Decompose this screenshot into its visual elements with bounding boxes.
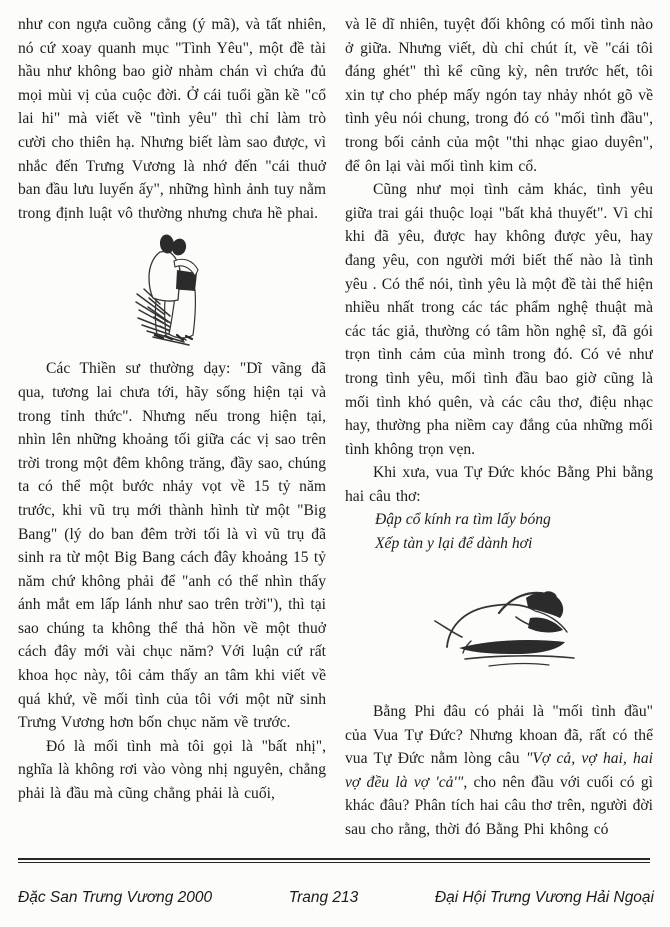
verse-couplet	[375, 508, 653, 556]
right-text-column	[345, 13, 653, 861]
paragraph-bat-nhi: Đó là mối tình mà tôi gọi là "bất nhị", nghĩa là không rơi vào vòng nhị nguyên, chẳng phải là đầu mà cũng chẳng phải là cuối,	[18, 737, 326, 803]
person-weeping-sketch-icon	[431, 585, 601, 675]
person-weeping-illustration	[345, 570, 653, 690]
paragraph-tu-duc: Khi xưa, vua Tự Đức khóc Bằng Phi bằng hai câu thơ:	[345, 464, 653, 505]
verse-line: Đập cổ kính ra tìm lấy bóng	[375, 511, 551, 529]
footer-page-number: Trang 213	[288, 889, 359, 906]
paragraph-love-theme: Cũng như mọi tình cảm khác, tình yêu giữa trai gái thuộc loại "bất khả thuyết". Vì chỉ khi đã yêu, được hay không được yêu, hay đang yêu, con người mới biết thế nào là tình yêu . Có thể nói, tình yêu là một đề tài thể hiện nhiều nhất trong các tác phẩm nghệ thuật mà các tác giả, thường có tâm hồn nghệ sĩ, đã gói trọn tình cảm của mình trong đó. Có vẻ như trong tình yêu, mối tình đầu bao giờ cũng là mối tình khó quên, và các câu thơ, điệu nhạc hay, thường pha niềm cay đắng của những mối tình không trọn vẹn.	[345, 181, 653, 458]
paragraph-zen-masters: Các Thiền sư thường dạy: "Dĩ vãng đã qua, tương lai chưa tới, hãy sống hiện tại và trong tỉnh thức". Nhưng nếu trong hiện tại, nhìn lên những khoảng tối giữa các vị sao trên trời trong một đêm không trăng, đầy sao, chúng ta có thể một bước nhảy vọt về 15 tỷ năm trước, khi vũ trụ mới thành hình từ một "Big Bang" (lý do ban đêm trời tối là vì vũ trụ đã sinh ra từ một Big Bang cách đây khoảng 15 tỷ năm chứ không phải để "anh có thể nhìn thấy ánh mắt em lấp lánh như sao trên trời"), thì tại sao chúng ta không thể thả hồn về một thuở cách đây mới vài chục năm? Với luận cứ rất khoa học này, tôi cảm thấy an tâm khi viết về quá khứ, về mối tình của tôi với một nữ sinh Trưng Vương hơn bốn chục năm về trước.	[18, 360, 326, 732]
paragraph-segment: , cho nên đầu với cuối có gì khác đâu? Phân tích hai câu thơ trên, người đời sau cho rằng, thời đó Bằng Phi không có	[345, 773, 653, 839]
couple-walking-sketch-icon	[134, 232, 218, 350]
page-footer	[18, 889, 654, 907]
paragraph-segment-italic: "Vợ cả, vợ hai, hai vợ đều là vợ 'cả'"	[345, 750, 653, 791]
paragraph-bang-phi	[345, 700, 653, 842]
paragraph-segment: Bằng Phi đâu có phải là "mối tình đầu" của Vua Tự Đức? Nhưng khoan đã, rất có thể vua Tự Đức nằm lòng câu	[345, 703, 653, 768]
left-text-column	[18, 13, 326, 861]
verse-line: Xếp tàn y lại để dành hơi	[375, 535, 533, 553]
paragraph-continuation: như con ngựa cuồng cẳng (ý mã), và tất nhiên, nó cứ xoay quanh mục "Tình Yêu", một đề tài hầu như không bao giờ nhàm chán vì chứa đủ mọi mùi vị của cuộc đời. Ở cái tuổi gần kề "cổ lai hi" mà viết về "tình yêu" thì chỉ làm trò cười cho thiên hạ. Nhưng biết làm sao được, vì nhắc đến Trưng Vương là nhớ đến "cái thuở ban đầu lưu luyến ấy", những hình ảnh tuy nằm trong định luật vô thường nhưng chưa hề phai.	[18, 16, 326, 222]
couple-walking-illustration	[18, 225, 326, 357]
footer-publication-title: Đặc San Trưng Vương 2000	[18, 889, 213, 906]
footer-double-rule	[18, 858, 650, 863]
footer-event-title: Đại Hội Trưng Vương Hải Ngoại	[434, 889, 654, 906]
paragraph-continuation: và lẽ dĩ nhiên, tuyệt đối không có mối tình nào ở giữa. Nhưng viết, dù chỉ chút ít, về "cái tôi đáng ghét" thì kể cũng kỳ, nên trước hết, tôi xin tự cho phép mấy ngón tay nhảy nhót gõ về tình yêu nói chung, trong đó có "mối tình đầu", trong bối cảnh của một "thi nhạc giao duyên", để ôn lại vài mối tình kim cổ.	[345, 16, 653, 175]
